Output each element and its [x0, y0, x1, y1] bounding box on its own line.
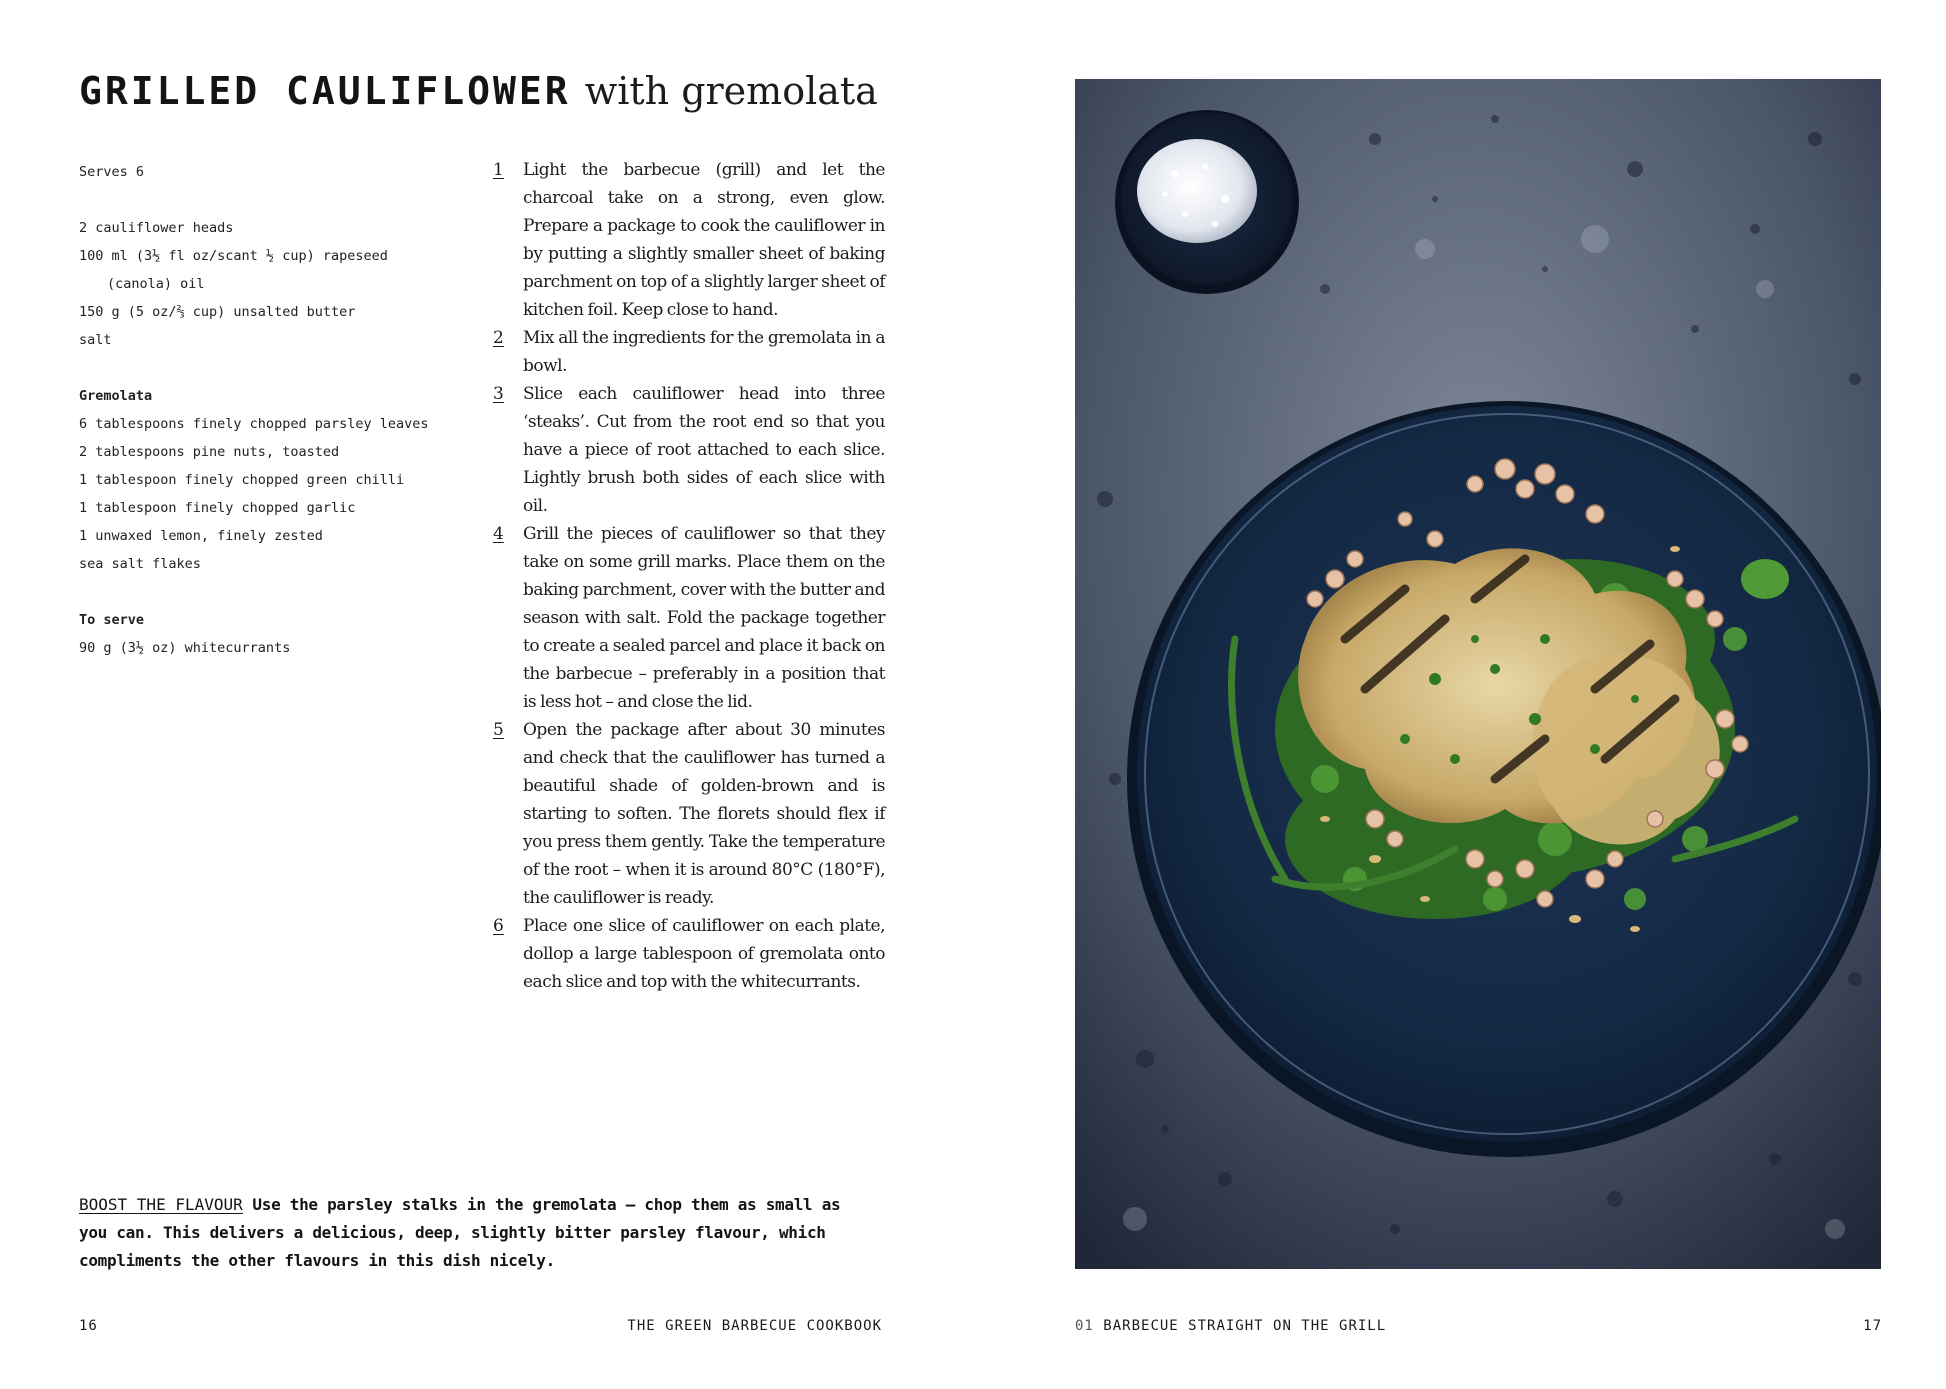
step-text: Light the barbecue (grill) and let the charcoal take on a strong, even glow. Prepare a package to cook the cauliflower in by putting a slightly smaller sheet of baking parchment on top of a slightly larger sheet of kitchen foil. Keep close to hand.	[523, 160, 885, 320]
step-text: Grill the pieces of cauliflower so that they take on some grill marks. Place them on the baking parchment, cover with the butter and season with salt. Fold the package together to create a sealed parcel and place it back on the barbecue – preferably in a position that is less hot – and close the lid.	[523, 524, 885, 712]
step-number: 5	[493, 720, 504, 740]
section-title: BARBECUE STRAIGHT ON THE GRILL	[1103, 1318, 1387, 1334]
step-text: Slice each cauliflower head into three ‘steaks’. Cut from the root end so that you have a piece of root attached to each slice. Lightly brush both sides of each slice with oil.	[523, 384, 885, 516]
ingredient-item: 1 tablespoon finely chopped green chilli	[79, 472, 405, 488]
recipe-title-main: GRILLED CAULIFLOWER	[79, 69, 571, 113]
ingredient-item: 150 g (5 oz/⅔ cup) unsalted butter	[79, 304, 356, 320]
ingredient-item: (canola) oil	[107, 276, 205, 292]
ingredient-item: sea salt flakes	[79, 556, 201, 572]
ingredient-item: 100 ml (3½ fl oz/scant ½ cup) rapeseed	[79, 248, 388, 264]
spacer	[79, 354, 469, 382]
method-step	[493, 380, 885, 520]
ingredient-item: 1 unwaxed lemon, finely zested	[79, 528, 323, 544]
recipe-title-sub: with gremolata	[584, 69, 878, 113]
boost-flavour-tip	[79, 1191, 859, 1275]
step-number: 3	[493, 384, 504, 404]
recipe-photo	[1075, 79, 1881, 1269]
ingredient-item: salt	[79, 332, 112, 348]
section-number: 01	[1075, 1318, 1094, 1334]
step-number: 2	[493, 328, 504, 348]
method-step	[493, 912, 885, 996]
tip-text: Use the parsley stalks in the gremolata – chop them as small as you can. This delivers a delicious, deep, slightly bitter parsley flavour, which compliments the other flavours in this dish nicely.	[79, 1195, 841, 1270]
step-number: 1	[493, 160, 504, 180]
spacer	[79, 186, 469, 214]
method-step	[493, 324, 885, 380]
step-number: 6	[493, 916, 504, 936]
serves-label: Serves 6	[79, 164, 145, 180]
ingredient-item: 1 tablespoon finely chopped garlic	[79, 500, 356, 516]
section-title-footer	[1075, 1318, 1386, 1334]
step-number: 4	[493, 524, 504, 544]
ingredient-item: 6 tablespoons finely chopped parsley leaves	[79, 416, 429, 432]
step-text: Place one slice of cauliflower on each plate, dollop a large tablespoon of gremolata onto each slice and top with the whitecurrants.	[523, 916, 885, 992]
gremolata-heading: Gremolata	[79, 388, 153, 404]
step-text: Open the package after about 30 minutes and check that the cauliflower has turned a beautiful shade of golden-brown and is starting to soften. The florets should flex if you press them gently. Take the temperature of the root – when it is around 80°C (180°F), the cauliflower is ready.	[523, 720, 885, 908]
to-serve-heading: To serve	[79, 612, 145, 628]
method-step	[493, 156, 885, 324]
ingredient-item: 90 g (3½ oz) whitecurrants	[79, 640, 291, 656]
recipe-title	[79, 69, 878, 113]
method-step	[493, 520, 885, 716]
method-steps	[493, 156, 885, 996]
tip-label: BOOST THE FLAVOUR	[79, 1195, 243, 1214]
ingredient-item: 2 tablespoons pine nuts, toasted	[79, 444, 340, 460]
page-number-right: 17	[1863, 1318, 1882, 1334]
page-number-left: 16	[79, 1318, 98, 1334]
step-text: Mix all the ingredients for the gremolata in a bowl.	[523, 328, 885, 376]
food-photo-illustration	[1075, 79, 1881, 1269]
ingredient-item: 2 cauliflower heads	[79, 220, 234, 236]
spacer	[79, 578, 469, 606]
ingredients-list	[79, 158, 469, 662]
method-step	[493, 716, 885, 912]
book-title-footer: THE GREEN BARBECUE COOKBOOK	[627, 1318, 882, 1334]
